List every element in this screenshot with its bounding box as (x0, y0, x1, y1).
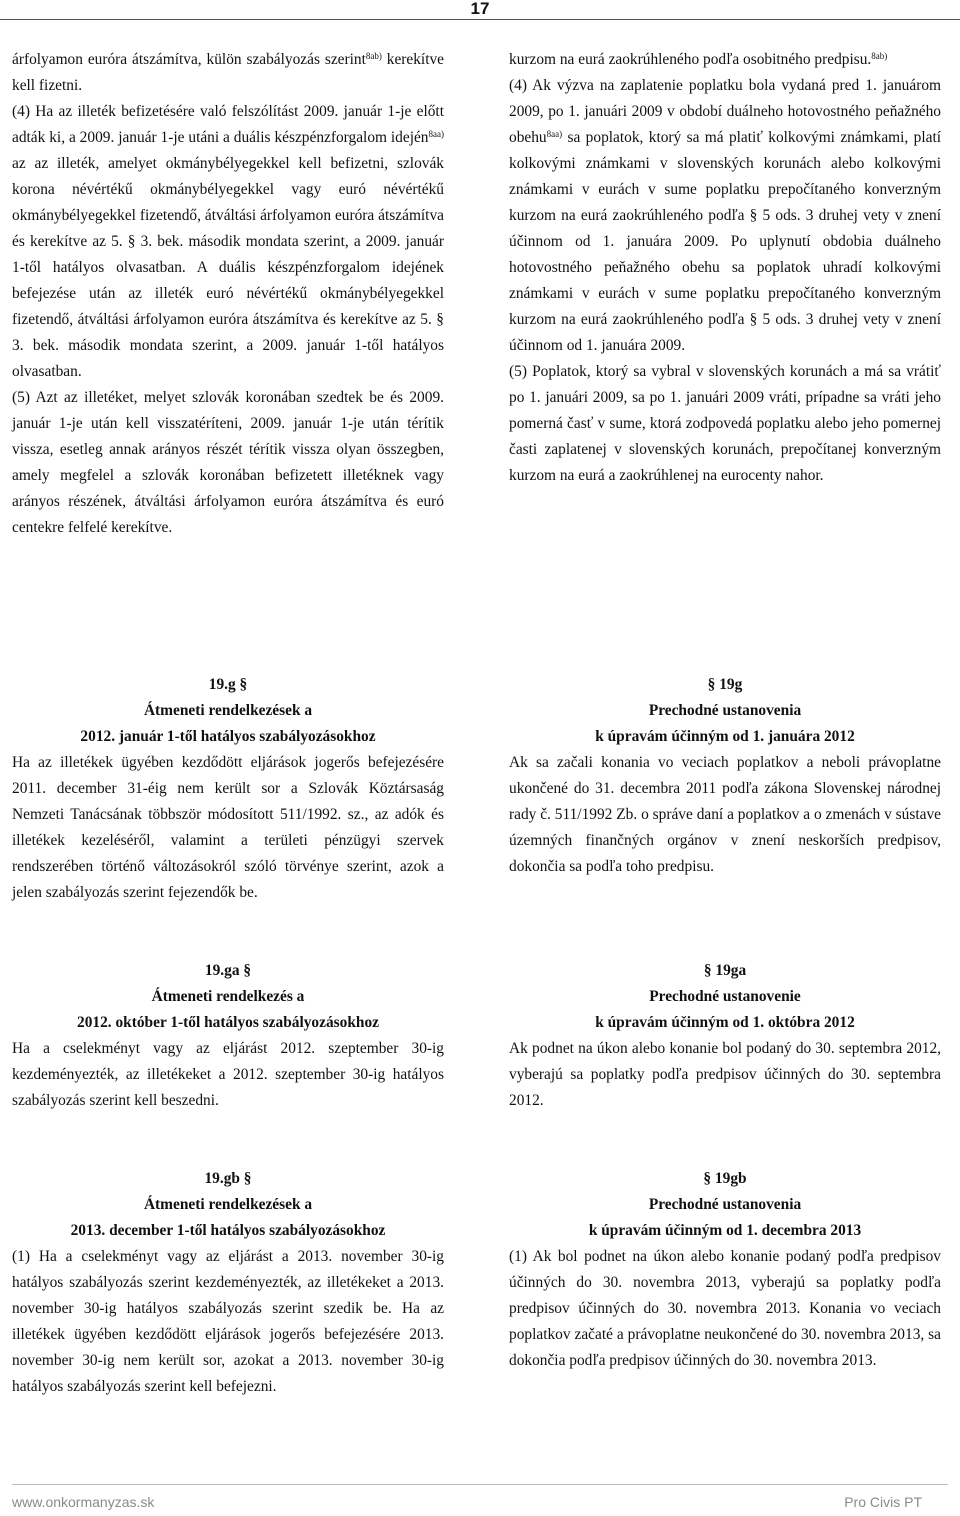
footnote-ref: 8aa) (428, 129, 444, 139)
hu-p1-text: árfolyamon euróra átszámítva, külön szabályozás szerint (12, 51, 366, 68)
sk-p1-text: kurzom na eurá zaokrúhleného podľa osobitného predpisu. (509, 51, 872, 68)
hungarian-column (12, 1166, 444, 1400)
hu-p1-text-end: kerekítve kell fizetni. (12, 51, 445, 94)
hu-p4-text-end: az az illeték, amelyet okmánybélyegekkel kell befizetni, szlovák korona névértékű okmánybélyegekkel vagy euró névértékű okmánybélyegekkel fizetendő, átváltási árfolyamon euróra átszámítva és kerekítve az 5. § 3. bek. második mondata szerint, a 2009. január 1-től hatályos olvasatban. A duális készpénzforgalom idejének befejezése után az illeték euró névértékű okmánybélyegekkel fizetendő, átváltási árfolyamon euróra átszámítva és kerekítve az 5. § 3. bek. második mondata szerint, a 2009. január 1-től hatályos olvasatban. (12, 155, 444, 380)
header-rule (0, 19, 960, 20)
slovak-column (509, 672, 941, 880)
footnote-ref: 8ab) (365, 51, 382, 61)
section-title: Prechodné ustanovenie (649, 988, 801, 1005)
page-number: 17 (470, 0, 490, 18)
hungarian-column (12, 958, 444, 1114)
section-title: Átmeneti rendelkezés a (151, 988, 305, 1005)
section-subtitle: k úpravám účinným od 1. januára 2012 (595, 728, 855, 745)
footer-publisher: Pro Civis PT (844, 1494, 922, 1510)
section-body: Ak podnet na úkon alebo konanie bol podaný do 30. septembra 2012, vyberajú sa poplatky podľa predpisov účinných do 30. septembra 2012. (509, 1040, 941, 1109)
slovak-column (509, 958, 941, 1114)
slovak-column (509, 1166, 941, 1374)
hu-paragraph-4 (12, 99, 444, 385)
sk-paragraph-continuation (509, 47, 941, 73)
section-number: § 19g (707, 676, 743, 693)
section-subtitle: 2012. október 1-től hatályos szabályozásokhoz (77, 1014, 379, 1031)
hu-p4-text: (4) Ha az illeték befizetésére való felszólítást 2009. január 1-je előtt adták ki, a 2009. január 1-je utáni a duális készpénzforgalom idején (12, 103, 444, 146)
section-number: § 19gb (703, 1170, 747, 1187)
section-body: (1) Ha a cselekményt vagy az eljárást a 2013. november 30-ig hatályos szabályozás szerint kezdeményezték, az illetékeket a 2013. november 30-ig hatályos szabályozás szerint szedik be. Ha az illetékek ügyében kezdődött eljárások jogerős befejezésére 2013. november 30-ig nem került sor, azokat a 2013. november 30-ig hatályos szabályozás szerint kell befejezni. (12, 1248, 444, 1395)
section-subtitle: 2012. január 1-től hatályos szabályozásokhoz (80, 728, 376, 745)
hungarian-column (12, 672, 444, 906)
footer-website: www.onkormanyzas.sk (12, 1494, 155, 1510)
footnote-ref: 8aa) (546, 129, 563, 139)
section-body: Ak sa začali konania vo veciach poplatkov a neboli právoplatne ukončené do 31. decembra 2011 podľa zákona Slovenskej národnej rady č. 511/1992 Zb. o správe daní a poplatkov a o zmenách v sústave územných finančných orgánov v znení neskorších predpisov, dokončia sa podľa toho predpisu. (509, 754, 941, 875)
section-title: Átmeneti rendelkezések a (143, 702, 313, 719)
section-subtitle: k úpravám účinným od 1. decembra 2013 (588, 1222, 862, 1239)
section-body: Ha az illetékek ügyében kezdődött eljárások jogerős befejezésére 2011. december 31-éig nem került sor a Szlovák Köztársaság Nemzeti Tanácsának többször módosított 511/1992. sz., az adók és illetékek kezeléséről, valamint a területi pénzügyi szervek rendszerében történő változásokról szóló törvénye szerint, azok a jelen szabályozás szerint fejezendők be. (12, 754, 444, 901)
footer-rule (12, 1484, 948, 1485)
section-number: 19.gb § (204, 1170, 252, 1187)
hu-paragraph-5: (5) Azt az illetéket, melyet szlovák koronában szedtek be és 2009. január 1-je után kell visszatéríteni, 2009. január 1-je után térítik vissza, esetleg annak arányos részét térítik vissza olyan összegben, amely megfelel a szlovák koronában befizetett illetéknek vagy arányos részének, átváltási árfolyamon euróra átszámítva és euró centekre felfelé kerekítve. (12, 389, 444, 536)
footnote-ref: 8ab) (871, 51, 888, 61)
hu-paragraph-continuation (12, 47, 444, 99)
section-body: (1) Ak bol podnet na úkon alebo konanie podaný podľa predpisov účinných do 30. novembra 2013, vyberajú sa poplatky podľa predpisov účinných do 30. novembra 2013. Konania vo veciach poplatkov začaté a právoplatne neukončené do 30. novembra 2013, sa dokončia podľa predpisov účinných do 30. novembra 2013. (509, 1248, 941, 1369)
sk-paragraph-4 (509, 73, 941, 359)
hungarian-column (12, 47, 444, 541)
section-number: 19.ga § (204, 962, 252, 979)
sk-p4-text-end: sa poplatok, ktorý sa má platiť kolkovými známkami, platí kolkovými známkami v slovenských korunách alebo kolkovými známkami v eurách v sume poplatku prepočítaného konverzným kurzom na eurá zaokrúhleného podľa § 5 ods. 3 druhej vety v znení účinnom od 1. januára 2009. Po uplynutí obdobia duálneho hotovostného peňažného obehu sa poplatok uhradí kolkovými známkami v eurách v sume poplatku prepočítaného konverzným kurzom na eurá zaokrúhleného podľa § 5 ods. 3 druhej vety v znení účinnom od 1. januára 2009. (509, 129, 941, 354)
section-number: § 19ga (703, 962, 747, 979)
slovak-column (509, 47, 941, 489)
section-title: Átmeneti rendelkezések a (143, 1196, 313, 1213)
section-title: Prechodné ustanovenia (648, 702, 802, 719)
section-number: 19.g § (208, 676, 248, 693)
section-body: Ha a cselekményt vagy az eljárást 2012. szeptember 30-ig kezdeményezték, az illetékeket a 2012. szeptember 30-ig hatályos szabályozás szerint kell beszedni. (12, 1040, 444, 1109)
sk-paragraph-5: (5) Poplatok, ktorý sa vybral v slovenských korunách a má sa vrátiť po 1. januári 2009, sa po 1. januári 2009 vráti, prípadne sa vráti jeho pomerná časť v sume, ktorá zodpovedá poplatku alebo jeho pomernej časti zaplatenej v slovenských korunách, prepočítanej konverzným kurzom na eurá a zaokrúhlenej na eurocenty nahor. (509, 363, 941, 484)
section-subtitle: 2013. december 1-től hatályos szabályozásokhoz (70, 1222, 386, 1239)
sk-p4-text: (4) Ak výzva na zaplatenie poplatku bola vydaná pred 1. januárom 2009, po 1. januári 2009 v období duálneho hotovostného peňažného obehu (509, 77, 941, 146)
section-subtitle: k úpravám účinným od 1. októbra 2012 (595, 1014, 855, 1031)
section-title: Prechodné ustanovenia (648, 1196, 802, 1213)
